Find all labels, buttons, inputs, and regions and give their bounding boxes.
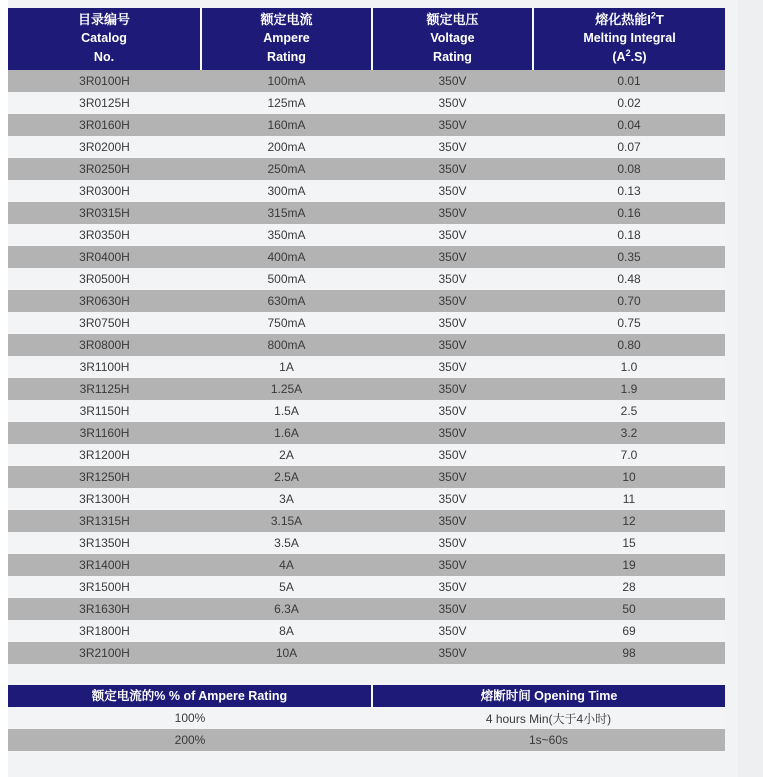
table-cell: 350V: [372, 642, 533, 664]
table-cell: 350V: [372, 290, 533, 312]
table-row: [8, 290, 725, 312]
table-cell: 1s~60s: [372, 729, 725, 751]
table-cell: 0.02: [533, 92, 725, 114]
table-cell: 69: [533, 620, 725, 642]
table-cell: 350V: [372, 268, 533, 290]
table-cell: 15: [533, 532, 725, 554]
table-cell: 3R1315H: [8, 510, 201, 532]
table-cell: 100%: [8, 707, 372, 729]
table-cell: 200%: [8, 729, 372, 751]
catalog-spec-table: [8, 8, 725, 664]
superscript: 2: [650, 10, 656, 21]
table-cell: 0.08: [533, 158, 725, 180]
table-cell: 350V: [372, 488, 533, 510]
table-cell: 250mA: [201, 158, 372, 180]
table-cell: 350V: [372, 202, 533, 224]
table-cell: 0.07: [533, 136, 725, 158]
table-row: [8, 312, 725, 334]
table-cell: 400mA: [201, 246, 372, 268]
header-row: [8, 8, 725, 70]
table-cell: 0.18: [533, 224, 725, 246]
header-en-text: .S): [630, 50, 647, 64]
table-cell: 3A: [201, 488, 372, 510]
table-row: [8, 378, 725, 400]
header-en-text: (A: [612, 50, 626, 64]
table-cell: 1.9: [533, 378, 725, 400]
table-cell: 1.5A: [201, 400, 372, 422]
table-cell: 315mA: [201, 202, 372, 224]
opening-time-table-body: [8, 707, 725, 751]
table-cell: 350mA: [201, 224, 372, 246]
header-en-label: Catalog: [81, 31, 127, 45]
table-cell: 0.16: [533, 202, 725, 224]
table-cell: 3R0160H: [8, 114, 201, 136]
table-row: [8, 92, 725, 114]
header-row: [8, 685, 725, 707]
table-row: [8, 642, 725, 664]
table-row: [8, 400, 725, 422]
table-cell: 350V: [372, 92, 533, 114]
page-right-margin: [738, 0, 763, 777]
table-cell: 5A: [201, 576, 372, 598]
table-row: [8, 70, 725, 92]
table-cell: 3R0750H: [8, 312, 201, 334]
table-cell: 3R1250H: [8, 466, 201, 488]
table-cell: 3R2100H: [8, 642, 201, 664]
table-row: [8, 707, 725, 729]
opening-time-table: [8, 685, 725, 751]
table-row: [8, 422, 725, 444]
table-row: [8, 246, 725, 268]
table-cell: 350V: [372, 598, 533, 620]
table-cell: 350V: [372, 356, 533, 378]
table-cell: 350V: [372, 158, 533, 180]
table-cell: 3R1630H: [8, 598, 201, 620]
table-cell: 3R0630H: [8, 290, 201, 312]
table-cell: 0.01: [533, 70, 725, 92]
table-cell: 1A: [201, 356, 372, 378]
header-zh-label: [534, 10, 725, 29]
table-cell: 3R1400H: [8, 554, 201, 576]
table-cell: 350V: [372, 620, 533, 642]
table-cell: 0.48: [533, 268, 725, 290]
table-cell: 350V: [372, 444, 533, 466]
table-cell: 1.6A: [201, 422, 372, 444]
table-cell: 750mA: [201, 312, 372, 334]
table-cell: 0.04: [533, 114, 725, 136]
table-cell: 350V: [372, 422, 533, 444]
table-row: [8, 466, 725, 488]
table-cell: 350V: [372, 114, 533, 136]
table-cell: 350V: [372, 246, 533, 268]
header-zh-label: 额定电流: [260, 12, 313, 27]
table-row: [8, 158, 725, 180]
table-cell: 350V: [372, 576, 533, 598]
table-cell: 300mA: [201, 180, 372, 202]
catalog-table-header: [8, 8, 725, 70]
header-en-label: Ampere: [263, 31, 310, 45]
header-en-label: [534, 48, 725, 67]
table-row: [8, 334, 725, 356]
column-header-voltage-rating: [372, 8, 533, 70]
catalog-table-body: [8, 70, 725, 664]
table-row: [8, 729, 725, 751]
table-cell: 200mA: [201, 136, 372, 158]
table-cell: 10A: [201, 642, 372, 664]
header-zh-text: T: [655, 12, 664, 27]
column-header-catalog-no: [8, 8, 201, 70]
table-cell: 3R1500H: [8, 576, 201, 598]
header-en-label: No.: [93, 50, 115, 64]
table-cell: 500mA: [201, 268, 372, 290]
table-row: [8, 554, 725, 576]
table-cell: 3R1800H: [8, 620, 201, 642]
table-cell: 2.5: [533, 400, 725, 422]
header-en-label: Melting Integral: [583, 31, 676, 45]
table-cell: 12: [533, 510, 725, 532]
table-cell: 28: [533, 576, 725, 598]
table-row: [8, 180, 725, 202]
table-cell: 3R0100H: [8, 70, 201, 92]
table-cell: 11: [533, 488, 725, 510]
table-cell: 3R0800H: [8, 334, 201, 356]
table-cell: 3R0250H: [8, 158, 201, 180]
table-cell: 350V: [372, 510, 533, 532]
table-row: [8, 136, 725, 158]
table-row: [8, 444, 725, 466]
table-row: [8, 114, 725, 136]
table-cell: 3R1150H: [8, 400, 201, 422]
table-cell: 4A: [201, 554, 372, 576]
header-en-label: Rating: [433, 50, 472, 64]
table-cell: 8A: [201, 620, 372, 642]
table-cell: 3R1100H: [8, 356, 201, 378]
header-zh-text: 熔化热能I: [595, 12, 651, 27]
table-row: [8, 268, 725, 290]
table-cell: 160mA: [201, 114, 372, 136]
table-cell: 3R0500H: [8, 268, 201, 290]
table-cell: 10: [533, 466, 725, 488]
table-cell: 0.75: [533, 312, 725, 334]
table-cell: 100mA: [201, 70, 372, 92]
table-cell: 3R1350H: [8, 532, 201, 554]
table-cell: 3R0315H: [8, 202, 201, 224]
table-cell: 0.70: [533, 290, 725, 312]
header-en-label: Voltage: [430, 31, 475, 45]
table-cell: 0.35: [533, 246, 725, 268]
table-row: [8, 576, 725, 598]
table-cell: 350V: [372, 334, 533, 356]
table-row: [8, 224, 725, 246]
column-header-melting-integral: [533, 8, 725, 70]
table-row: [8, 202, 725, 224]
header-zh-label: 目录编号: [77, 12, 130, 27]
table-cell: 3R1200H: [8, 444, 201, 466]
header-en-label: Rating: [267, 50, 306, 64]
table-cell: 3R0400H: [8, 246, 201, 268]
table-cell: 350V: [372, 70, 533, 92]
column-header-percent-ampere-rating: 额定电流的% % of Ampere Rating: [8, 685, 372, 707]
table-cell: 350V: [372, 554, 533, 576]
table-cell: 350V: [372, 312, 533, 334]
table-cell: 350V: [372, 466, 533, 488]
table-cell: 350V: [372, 400, 533, 422]
opening-time-table-header: [8, 685, 725, 707]
table-cell: 3R0350H: [8, 224, 201, 246]
column-header-ampere-rating: [201, 8, 372, 70]
header-zh-label: 额定电压: [426, 12, 479, 27]
table-row: [8, 356, 725, 378]
table-cell: 1.0: [533, 356, 725, 378]
table-cell: 3R0200H: [8, 136, 201, 158]
table-cell: 2A: [201, 444, 372, 466]
table-cell: 125mA: [201, 92, 372, 114]
table-cell: 6.3A: [201, 598, 372, 620]
table-cell: 1.25A: [201, 378, 372, 400]
table-cell: 2.5A: [201, 466, 372, 488]
table-cell: 7.0: [533, 444, 725, 466]
table-cell: 630mA: [201, 290, 372, 312]
page-left-margin: [0, 0, 8, 777]
table-row: [8, 510, 725, 532]
table-row: [8, 598, 725, 620]
table-cell: 3R0125H: [8, 92, 201, 114]
table-cell: 98: [533, 642, 725, 664]
table-row: [8, 620, 725, 642]
table-cell: 3.5A: [201, 532, 372, 554]
table-cell: 4 hours Min(大于4小时): [372, 707, 725, 729]
table-cell: 3R1160H: [8, 422, 201, 444]
table-row: [8, 532, 725, 554]
table-cell: 350V: [372, 224, 533, 246]
table-cell: 50: [533, 598, 725, 620]
superscript: 2: [625, 47, 631, 58]
table-cell: 350V: [372, 378, 533, 400]
table-cell: 350V: [372, 136, 533, 158]
table-cell: 19: [533, 554, 725, 576]
table-cell: 3.2: [533, 422, 725, 444]
table-cell: 0.13: [533, 180, 725, 202]
table-cell: 0.80: [533, 334, 725, 356]
column-header-opening-time: 熔断时间 Opening Time: [372, 685, 725, 707]
table-cell: 3.15A: [201, 510, 372, 532]
table-cell: 3R1125H: [8, 378, 201, 400]
table-row: [8, 488, 725, 510]
table-cell: 800mA: [201, 334, 372, 356]
table-cell: 3R1300H: [8, 488, 201, 510]
table-cell: 350V: [372, 532, 533, 554]
table-cell: 3R0300H: [8, 180, 201, 202]
table-cell: 350V: [372, 180, 533, 202]
